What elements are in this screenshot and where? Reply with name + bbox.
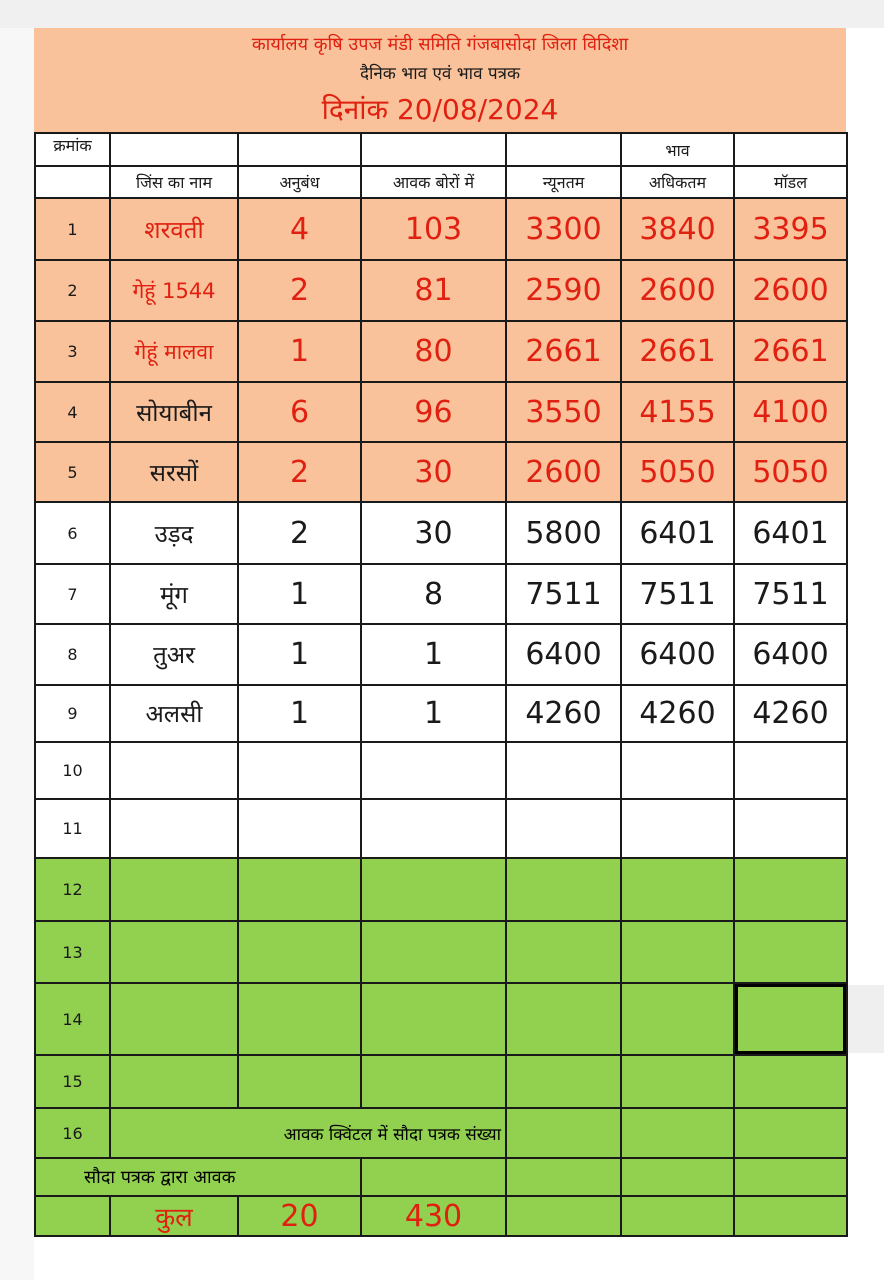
empty-cell <box>361 983 506 1055</box>
sheet-subtitle: दैनिक भाव एवं भाव पत्रक <box>359 64 521 84</box>
empty-cell <box>110 858 238 921</box>
modal-price: 4100 <box>734 382 847 442</box>
modal-price: 4260 <box>734 685 847 742</box>
contracts-value: 4 <box>238 198 361 260</box>
contracts-value: 2 <box>238 260 361 321</box>
arrival-value: 80 <box>361 321 506 382</box>
top-bar <box>0 0 884 28</box>
min-price: 2590 <box>506 260 621 321</box>
empty-cell <box>238 858 361 921</box>
empty-cell <box>734 742 847 799</box>
empty-cell <box>621 858 734 921</box>
table-row <box>35 321 847 382</box>
modal-price: 6401 <box>734 502 847 564</box>
table-row <box>35 1055 847 1108</box>
commodity-name: अलसी <box>110 685 238 742</box>
min-price: 4260 <box>506 685 621 742</box>
min-price: 3300 <box>506 198 621 260</box>
table-row <box>35 858 847 921</box>
total-arrival: 430 <box>361 1196 506 1236</box>
empty-cell <box>238 1055 361 1108</box>
contracts-value: 1 <box>238 564 361 624</box>
empty-cell <box>110 921 238 983</box>
max-price: 2600 <box>621 260 734 321</box>
empty-cell <box>621 983 734 1055</box>
empty-cell <box>734 1158 847 1196</box>
contracts-value: 1 <box>238 321 361 382</box>
table-row <box>35 983 847 1055</box>
commodity-name: गेहूं मालवा <box>110 321 238 382</box>
table-row <box>35 564 847 624</box>
row-serial: 7 <box>35 564 110 624</box>
row-serial: 3 <box>35 321 110 382</box>
header-cell <box>734 133 847 166</box>
col-price-group: भाव <box>621 133 734 166</box>
row-serial: 12 <box>35 858 110 921</box>
empty-cell <box>734 1055 847 1108</box>
col-max: अधिकतम <box>621 166 734 198</box>
row-serial: 15 <box>35 1055 110 1108</box>
empty-cell <box>506 983 621 1055</box>
empty-cell <box>506 921 621 983</box>
max-price: 4260 <box>621 685 734 742</box>
empty-cell <box>238 742 361 799</box>
modal-price: 3395 <box>734 198 847 260</box>
header-cell <box>506 133 621 166</box>
empty-cell <box>361 1055 506 1108</box>
commodity-name: सरसों <box>110 442 238 502</box>
header-cell <box>238 133 361 166</box>
header-cell <box>361 133 506 166</box>
empty-cell <box>734 1108 847 1158</box>
office-title: कार्यालय कृषि उपज मंडी समिति गंजबासोदा जिला विदिशा <box>251 34 629 55</box>
empty-cell <box>734 799 847 858</box>
price-table <box>34 132 848 1237</box>
modal-price: 5050 <box>734 442 847 502</box>
arrival-value: 103 <box>361 198 506 260</box>
price-sheet <box>34 28 846 1237</box>
empty-cell <box>506 1108 621 1158</box>
row-serial: 9 <box>35 685 110 742</box>
table-row <box>35 742 847 799</box>
col-commodity: जिंस का नाम <box>110 166 238 198</box>
header-cell <box>110 133 238 166</box>
min-price: 5800 <box>506 502 621 564</box>
row-serial: 13 <box>35 921 110 983</box>
col-serial: क्रमांक <box>35 133 110 166</box>
row-serial: 14 <box>35 983 110 1055</box>
arrival-label: सौदा पत्रक द्वारा आवक <box>35 1158 361 1196</box>
modal-price: 2600 <box>734 260 847 321</box>
contracts-value: 1 <box>238 685 361 742</box>
empty-cell <box>506 1196 621 1236</box>
total-label: कुल <box>110 1196 238 1236</box>
header-cell <box>35 166 110 198</box>
max-price: 4155 <box>621 382 734 442</box>
max-price: 6400 <box>621 624 734 685</box>
row-serial: 16 <box>35 1108 110 1158</box>
arrival-value: 1 <box>361 624 506 685</box>
empty-cell <box>110 799 238 858</box>
min-price: 2661 <box>506 321 621 382</box>
table-row <box>35 1108 847 1158</box>
table-row <box>35 502 847 564</box>
left-margin <box>0 28 34 1280</box>
commodity-name: सोयाबीन <box>110 382 238 442</box>
table-row <box>35 921 847 983</box>
empty-cell <box>361 1158 506 1196</box>
empty-cell <box>238 799 361 858</box>
table-row <box>35 799 847 858</box>
empty-cell <box>734 921 847 983</box>
empty-cell <box>361 921 506 983</box>
row-serial: 5 <box>35 442 110 502</box>
table-row <box>35 198 847 260</box>
sheet-date: दिनांक 20/08/2024 <box>321 93 559 126</box>
empty-cell <box>621 1196 734 1236</box>
table-row <box>35 685 847 742</box>
max-price: 2661 <box>621 321 734 382</box>
table-row <box>35 1158 847 1196</box>
table-row <box>35 260 847 321</box>
empty-cell <box>506 742 621 799</box>
row-serial: 2 <box>35 260 110 321</box>
modal-price: 6400 <box>734 624 847 685</box>
arrival-value: 96 <box>361 382 506 442</box>
table-row <box>35 624 847 685</box>
row-serial: 4 <box>35 382 110 442</box>
empty-cell <box>110 1055 238 1108</box>
min-price: 2600 <box>506 442 621 502</box>
commodity-name: गेहूं 1544 <box>110 260 238 321</box>
contracts-value: 6 <box>238 382 361 442</box>
commodity-name: उड़द <box>110 502 238 564</box>
empty-cell <box>621 921 734 983</box>
row-serial: 10 <box>35 742 110 799</box>
min-price: 6400 <box>506 624 621 685</box>
total-contracts: 20 <box>238 1196 361 1236</box>
empty-cell <box>506 1055 621 1108</box>
empty-cell <box>621 799 734 858</box>
row-serial: 1 <box>35 198 110 260</box>
max-price: 3840 <box>621 198 734 260</box>
empty-cell <box>35 1196 110 1236</box>
min-price: 3550 <box>506 382 621 442</box>
empty-cell <box>361 742 506 799</box>
empty-cell <box>238 921 361 983</box>
right-margin-block <box>848 985 884 1053</box>
commodity-name: मूंग <box>110 564 238 624</box>
arrival-value: 1 <box>361 685 506 742</box>
empty-cell <box>734 1196 847 1236</box>
arrival-value: 8 <box>361 564 506 624</box>
contracts-value: 1 <box>238 624 361 685</box>
contracts-value: 2 <box>238 502 361 564</box>
empty-cell <box>621 742 734 799</box>
row-serial: 6 <box>35 502 110 564</box>
empty-cell <box>621 1158 734 1196</box>
row-serial: 8 <box>35 624 110 685</box>
quintal-label: आवक क्विंटल में सौदा पत्रक संख्या <box>110 1108 506 1158</box>
table-row <box>35 382 847 442</box>
empty-cell <box>734 858 847 921</box>
arrival-value: 30 <box>361 442 506 502</box>
empty-cell <box>621 1108 734 1158</box>
commodity-name: शरवती <box>110 198 238 260</box>
empty-cell <box>361 858 506 921</box>
max-price: 7511 <box>621 564 734 624</box>
empty-cell <box>238 983 361 1055</box>
empty-cell <box>506 858 621 921</box>
commodity-name: तुअर <box>110 624 238 685</box>
empty-cell <box>110 983 238 1055</box>
selected-cell[interactable] <box>734 983 847 1055</box>
min-price: 7511 <box>506 564 621 624</box>
empty-cell <box>506 1158 621 1196</box>
max-price: 6401 <box>621 502 734 564</box>
col-arrival: आवक बोरों में <box>361 166 506 198</box>
col-modal: मॉडल <box>734 166 847 198</box>
arrival-value: 81 <box>361 260 506 321</box>
modal-price: 2661 <box>734 321 847 382</box>
col-min: न्यूनतम <box>506 166 621 198</box>
empty-cell <box>506 799 621 858</box>
total-row <box>35 1196 847 1236</box>
row-serial: 11 <box>35 799 110 858</box>
empty-cell <box>110 742 238 799</box>
col-contracts: अनुबंध <box>238 166 361 198</box>
table-row <box>35 442 847 502</box>
contracts-value: 2 <box>238 442 361 502</box>
empty-cell <box>361 799 506 858</box>
empty-cell <box>621 1055 734 1108</box>
sheet-header <box>34 28 846 132</box>
modal-price: 7511 <box>734 564 847 624</box>
max-price: 5050 <box>621 442 734 502</box>
arrival-value: 30 <box>361 502 506 564</box>
